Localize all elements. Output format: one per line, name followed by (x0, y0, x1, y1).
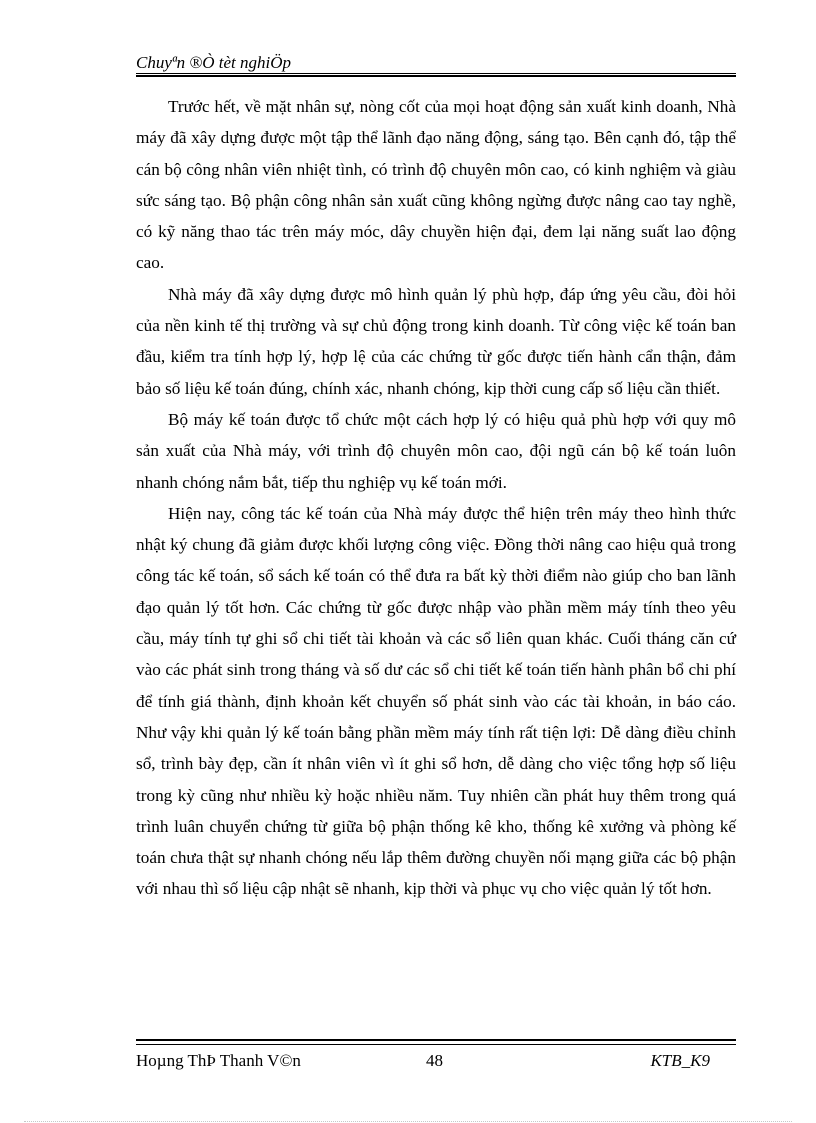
header-rule-thick (136, 75, 736, 77)
footer-code: KTB_K9 (650, 1051, 710, 1070)
page-edge-divider (24, 1121, 792, 1122)
paragraph-1: Trước hết, về mặt nhân sự, nòng cốt của mọi hoạt động sản xuất kinh doanh, Nhà máy đã xây dựng được một tập thể lãnh đạo năng động, sáng tạo. Bên cạnh đó, tập thể cán bộ công nhân viên nhiệt tình, có trình độ chuyên môn cao, có kinh nghiệm và giàu sức sáng tạo. Bộ phận công nhân sản xuất cũng không ngừng được nâng cao tay nghề, có kỹ năng thao tác trên máy móc, dây chuyền hiện đại, đem lại năng suất lao động cao. (136, 97, 736, 273)
paragraph-2: Nhà máy đã xây dựng được mô hình quản lý phù hợp, đáp ứng yêu cầu, đòi hỏi của nền kinh tế thị trường và sự chủ động trong kinh doanh. Từ công việc kế toán ban đầu, kiểm tra tính hợp lý, hợp lệ của các chứng từ gốc được tiến hành cẩn thận, đảm bảo số liệu kế toán đúng, chính xác, nhanh chóng, kịp thời cung cấp số liệu cần thiết. (136, 284, 736, 398)
footer-author: Hoµng ThÞ Thanh V©n (136, 1051, 301, 1070)
page-number: 48 (426, 1051, 443, 1070)
header-title: Chuyªn ®Ò tèt nghiÖp (136, 53, 292, 72)
footer-rule (136, 1044, 736, 1045)
paragraph-4: Hiện nay, công tác kế toán của Nhà máy được thể hiện trên máy theo hình thức nhật ký chung đã giảm được khối lượng công việc. Đồng thời nâng cao hiệu quả trong công tác kế toán, sổ sách kế toán có thể đưa ra bất kỳ thời điểm nào giúp cho ban lãnh đạo quản lý tốt hơn. Các chứng từ gốc được nhập vào phần mềm máy tính theo yêu cầu, máy tính tự ghi sổ chi tiết tài khoản và các sổ liên quan khác. Cuối tháng căn cứ vào các phát sinh trong tháng và số dư các sổ chi tiết kế toán tiến hành phân bổ chi phí để tính giá thành, định khoản kết chuyển số phát sinh vào các tài khoản, in báo cáo. Như vậy khi quản lý kế toán bằng phần mềm máy tính rất tiện lợi: Dễ dàng điều chỉnh sổ, trình bày đẹp, cần ít nhân viên vì ít ghi sổ hơn, dễ dàng cho việc tổng hợp số liệu trong kỳ cũng như nhiều kỳ hoặc nhiều năm. Tuy nhiên cần phát huy thêm trong quá trình luân chuyển chứng từ giữa bộ phận thống kê kho, thống kê xưởng và phòng kế toán chưa thật sự nhanh chóng nếu lắp thêm đường chuyền nối mạng giữa các bộ phận với nhau thì số liệu cập nhật sẽ nhanh, kịp thời và phục vụ cho việc quản lý tốt hơn. (136, 503, 736, 899)
header-rule (136, 73, 736, 74)
footer-rule-thick (136, 1039, 736, 1041)
body-text (136, 91, 736, 905)
footer (136, 1050, 736, 1074)
paragraph-3: Bộ máy kế toán được tổ chức một cách hợp lý có hiệu quả phù hợp với quy mô sản xuất của Nhà máy, với trình độ chuyên môn cao, đội ngũ cán bộ kế toán luôn nhanh chóng nắm bắt, tiếp thu nghiệp vụ kế toán mới. (136, 409, 736, 492)
